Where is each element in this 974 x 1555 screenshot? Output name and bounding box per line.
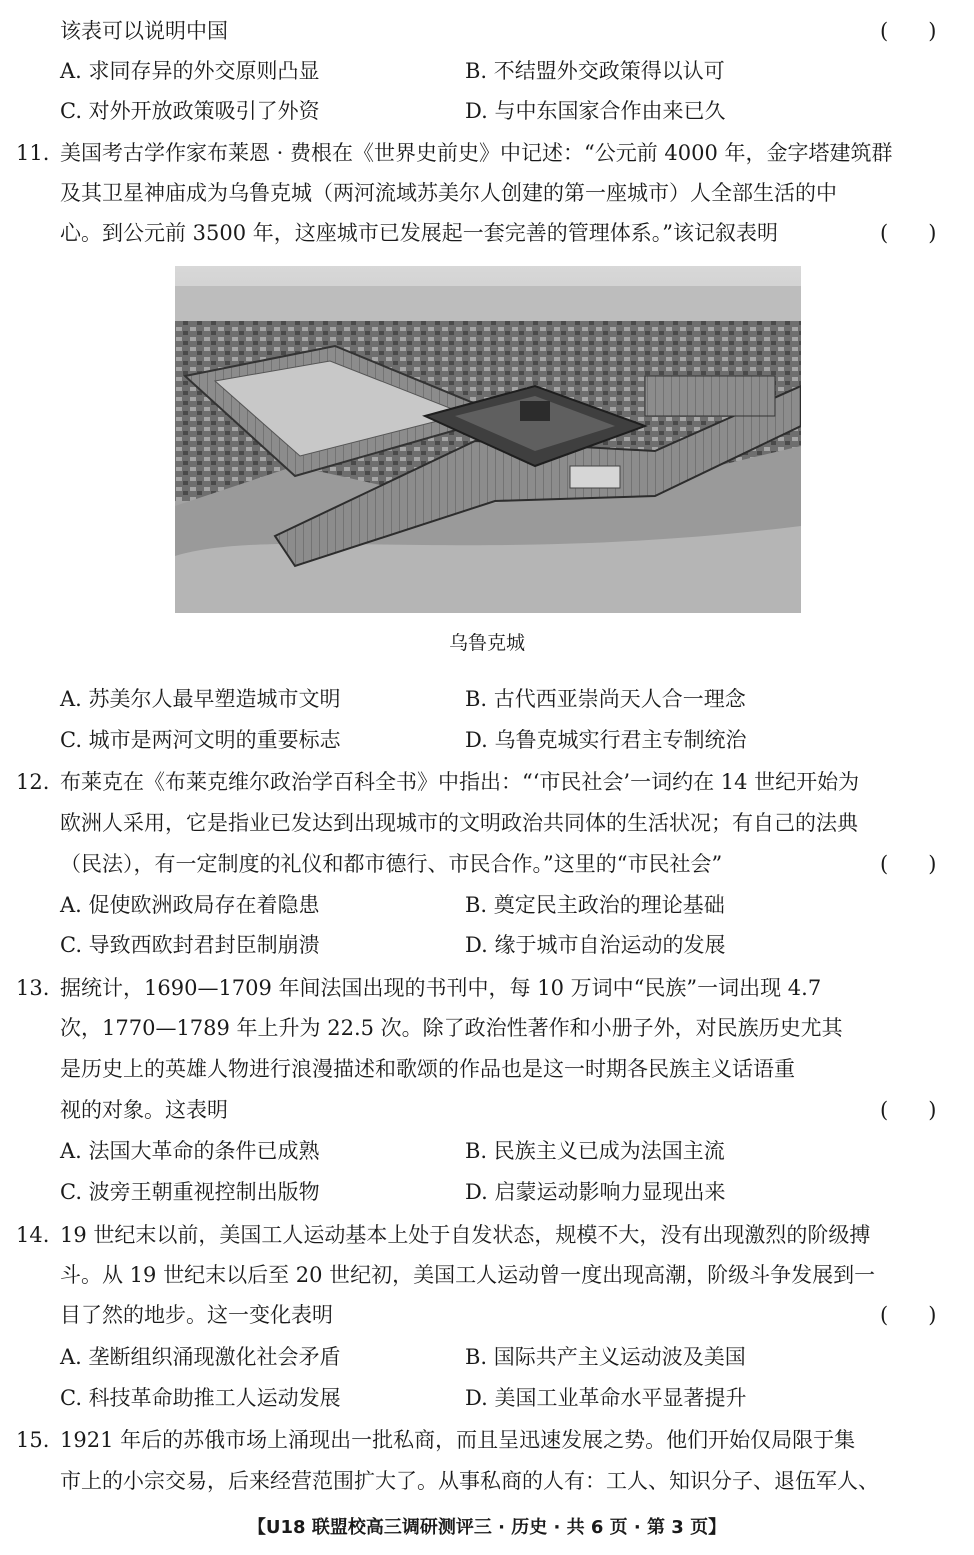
q12-stem-line-3: （民法），有一定制度的礼仪和都市德行、市民合作。”这里的“市民社会”	[60, 852, 723, 876]
q12-stem-line-1: 布莱克在《布莱克维尔政治学百科全书》中指出：“‘市民社会’一词约在 14 世纪开始为	[60, 770, 860, 794]
q13-stem-line-3: 是历史上的英雄人物进行浪漫描述和歌颂的作品也是这一时期各民族主义话语重	[60, 1057, 795, 1081]
q11-stem-line-3: 心。到公元前 3500 年，这座城市已发展起一套完善的管理体系。”该记叙表明	[60, 221, 779, 245]
q12-option-a: A. 促使欧洲政局存在着隐患	[60, 893, 320, 917]
q10-option-c: C. 对外开放政策吸引了外资	[60, 99, 320, 123]
q12-answer-paren: ( )	[880, 852, 937, 876]
q11-answer-paren: ( )	[880, 221, 937, 245]
q15-number: 15.	[16, 1428, 50, 1452]
q14-stem-line-2: 斗。从 19 世纪末以后至 20 世纪初，美国工人运动曾一度出现高潮，阶级斗争发展到一	[60, 1263, 876, 1287]
q14-stem-line-1: 19 世纪末以前，美国工人运动基本上处于自发状态，规模不大，没有出现激烈的阶级搏	[60, 1223, 871, 1247]
q11-option-d: D. 乌鲁克城实行君主专制统治	[465, 728, 747, 752]
q10-answer-paren: ( )	[880, 19, 937, 43]
q13-option-c: C. 波旁王朝重视控制出版物	[60, 1180, 320, 1204]
q11-number: 11.	[16, 141, 50, 165]
q13-stem-line-1: 据统计，1690—1709 年间法国出现的书刊中，每 10 万词中“民族”一词出现 4.7	[60, 976, 822, 1000]
q13-option-a: A. 法国大革命的条件已成熟	[60, 1139, 320, 1163]
q12-option-c: C. 导致西欧封君封臣制崩溃	[60, 933, 320, 957]
figure-caption: 乌鲁克城	[448, 632, 525, 654]
q14-option-c: C. 科技革命助推工人运动发展	[60, 1386, 341, 1410]
q13-number: 13.	[16, 976, 50, 1000]
q14-number: 14.	[16, 1223, 50, 1247]
q11-stem-line-1: 美国考古学作家布莱恩 · 费根在《世界史前史》中记述：“公元前 4000 年，金字塔建筑群	[60, 141, 893, 165]
q11-stem-line-2: 及其卫星神庙成为乌鲁克城（两河流域苏美尔人创建的第一座城市）人全部生活的中	[60, 181, 837, 205]
q15-stem-line-1: 1921 年后的苏俄市场上涌现出一批私商，而且呈迅速发展之势。他们开始仅局限于集	[60, 1428, 856, 1452]
q11-option-b: B. 古代西亚崇尚天人合一理念	[465, 687, 746, 711]
q10-stem-end: 该表可以说明中国	[60, 19, 228, 43]
q13-answer-paren: ( )	[880, 1098, 937, 1122]
q10-option-d: D. 与中东国家合作由来已久	[465, 99, 726, 123]
q13-stem-line-2: 次，1770—1789 年上升为 22.5 次。除了政治性著作和小册子外，对民族历史尤其	[60, 1016, 843, 1040]
page-footer: 【U18 联盟校高三调研测评三 · 历史 · 共 6 页 · 第 3 页】	[247, 1517, 727, 1538]
q13-option-b: B. 民族主义已成为法国主流	[465, 1139, 725, 1163]
q14-option-b: B. 国际共产主义运动波及美国	[465, 1345, 746, 1369]
q13-option-d: D. 启蒙运动影响力显现出来	[465, 1180, 726, 1204]
q12-number: 12.	[16, 770, 50, 794]
q11-option-c: C. 城市是两河文明的重要标志	[60, 728, 341, 752]
q14-stem-line-3: 目了然的地步。这一变化表明	[60, 1303, 333, 1327]
q13-stem-line-4: 视的对象。这表明	[60, 1098, 228, 1122]
q11-option-a: A. 苏美尔人最早塑造城市文明	[60, 687, 341, 711]
q10-option-a: A. 求同存异的外交原则凸显	[60, 59, 320, 83]
q14-option-d: D. 美国工业革命水平显著提升	[465, 1386, 747, 1410]
uruk-city-illustration	[175, 266, 801, 613]
q12-stem-line-2: 欧洲人采用，它是指业已发达到出现城市的文明政治共同体的生活状况；有自己的法典	[60, 811, 858, 835]
q15-stem-line-2: 市上的小宗交易，后来经营范围扩大了。从事私商的人有：工人、知识分子、退伍军人、	[60, 1469, 879, 1493]
q10-option-b: B. 不结盟外交政策得以认可	[465, 59, 725, 83]
q12-option-d: D. 缘于城市自治运动的发展	[465, 933, 726, 957]
q14-option-a: A. 垄断组织涌现激化社会矛盾	[60, 1345, 341, 1369]
q14-answer-paren: ( )	[880, 1303, 937, 1327]
q12-option-b: B. 奠定民主政治的理论基础	[465, 893, 725, 917]
